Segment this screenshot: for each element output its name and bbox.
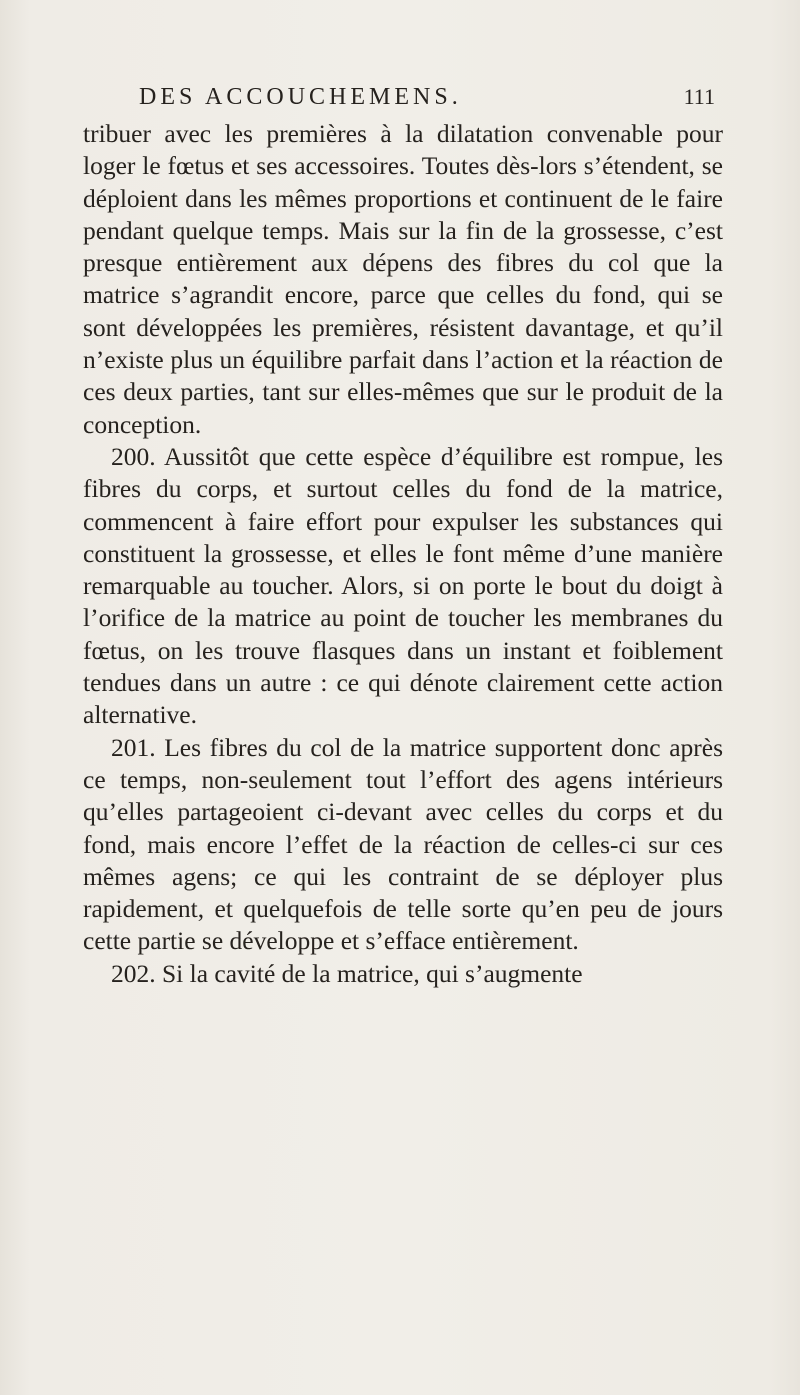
running-head [83,82,723,118]
paragraph-201: 201. Les fibres du col de la matrice supportent donc après ce temps, non-seulement tout l’effort des agens intérieurs qu’elles partageoient ci-devant avec celles du corps et du fond, mais encore l’effet de la réaction de celles-ci sur ces mêmes agens; ce qui les contraint de se déployer plus rapidement, et quelquefois de telle sorte qu’en peu de jours cette partie se développe et s’efface entièrement. [83,732,723,956]
paragraph-202: 202. Si la cavité de la matrice, qui s’augmente [111,958,583,988]
paragraph-continuation: tribuer avec les premières à la dilatation convenable pour loger le fœtus et ses accessoires. Toutes dès-lors s’étendent, se déploient dans les mêmes proportions et continuent de le faire pendant quelque temps. Mais sur la fin de la grossesse, c’est presque entièrement aux dépens des fibres du col que la matrice s’agrandit encore, parce que celles du fond, qui se sont développées les premières, résistent davantage, et qu’il n’existe plus un équilibre parfait dans l’action et la réaction de ces deux parties, tant sur elles-mêmes que sur le produit de la conception. [83,119,723,439]
paragraph-200: 200. Aussitôt que cette espèce d’équilibre est rompue, les fibres du corps, et surtout celles du fond de la matrice, commencent à faire effort pour expulser les substances qui constituent la grossesse, et elles le font même d’une manière remarquable au toucher. Alors, si on porte le bout du doigt à l’orifice de la matrice au point de toucher les membranes du fœtus, on les trouve flasques dans un instant et foiblement tendues dans un autre : ce qui dénote clairement cette action alternative. [83,441,723,730]
page-content [83,82,723,990]
body-text [83,118,723,990]
running-title: DES ACCOUCHEMENS. [139,84,462,110]
page-number: 111 [683,84,715,109]
